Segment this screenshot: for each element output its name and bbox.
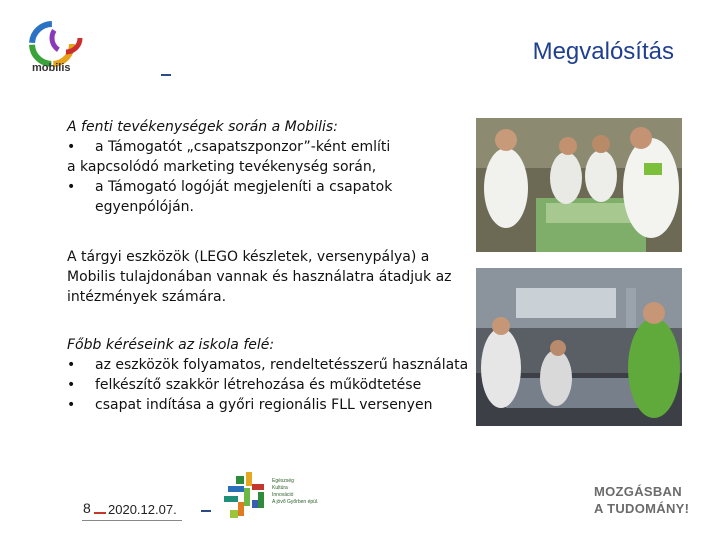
footer-divider — [201, 510, 211, 512]
slogan-line: A TUDOMÁNY! — [594, 501, 690, 516]
list-item-continuation: a kapcsolódó marketing tevékenység során, — [67, 159, 377, 175]
bullet: • — [67, 179, 76, 195]
assets-line: Mobilis tulajdonában vannak és használatra átadjuk az — [67, 269, 452, 285]
team-photo-table — [476, 118, 682, 252]
assets-line: intézmények számára. — [67, 289, 227, 305]
slogan — [594, 483, 689, 517]
list-item — [67, 177, 467, 197]
bullet: • — [67, 397, 76, 413]
footer-divider — [82, 520, 182, 521]
list-item-continuation: egyenpólóján. — [95, 199, 194, 215]
list-item-text: a Támogatót „csapatszponzor”-ként említi — [95, 139, 391, 155]
list-item-text: a Támogató logóját megjeleníti a csapatok — [95, 179, 393, 195]
bullet: • — [67, 357, 76, 373]
page-title: Megvalósítás — [532, 38, 674, 65]
bullet: • — [67, 377, 76, 393]
list-item — [67, 375, 487, 395]
innovation-line: A jövő Győrben épül. — [272, 499, 319, 505]
list-item-text: az eszközök folyamatos, rendeltetésszerű használata — [95, 357, 469, 373]
bullet: • — [67, 139, 76, 155]
list-item-text: csapat indítása a győri regionális FLL versenyen — [95, 397, 433, 413]
list-item — [67, 137, 467, 157]
innovation-line: Egészség — [272, 478, 294, 484]
list-item-text: felkészítő szakkör létrehozása és működtetése — [95, 377, 422, 393]
assets-line: A tárgyi eszközök (LEGO készletek, versenypálya) a — [67, 249, 430, 265]
header-divider — [161, 74, 171, 76]
footer-accent — [94, 512, 106, 514]
footer-date: 2020.12.07. — [108, 502, 177, 517]
innovation-line: Innováció — [272, 492, 294, 498]
slogan-line: MOZGÁSBAN — [594, 484, 682, 499]
team-photo-competition — [476, 268, 682, 426]
section-activities — [67, 117, 467, 217]
innovation-logo-text — [272, 478, 322, 506]
activities-intro: A fenti tevékenységek során a Mobilis: — [67, 119, 338, 135]
section-assets — [67, 247, 467, 307]
innovation-line: Kultúra — [272, 485, 288, 491]
list-item — [67, 355, 487, 375]
page-number: 8 — [83, 500, 91, 516]
list-item — [67, 395, 487, 415]
requests-heading: Főbb kéréseink az iskola felé: — [67, 337, 275, 353]
logo-text: mobilis — [32, 62, 71, 74]
section-requests — [67, 335, 487, 415]
